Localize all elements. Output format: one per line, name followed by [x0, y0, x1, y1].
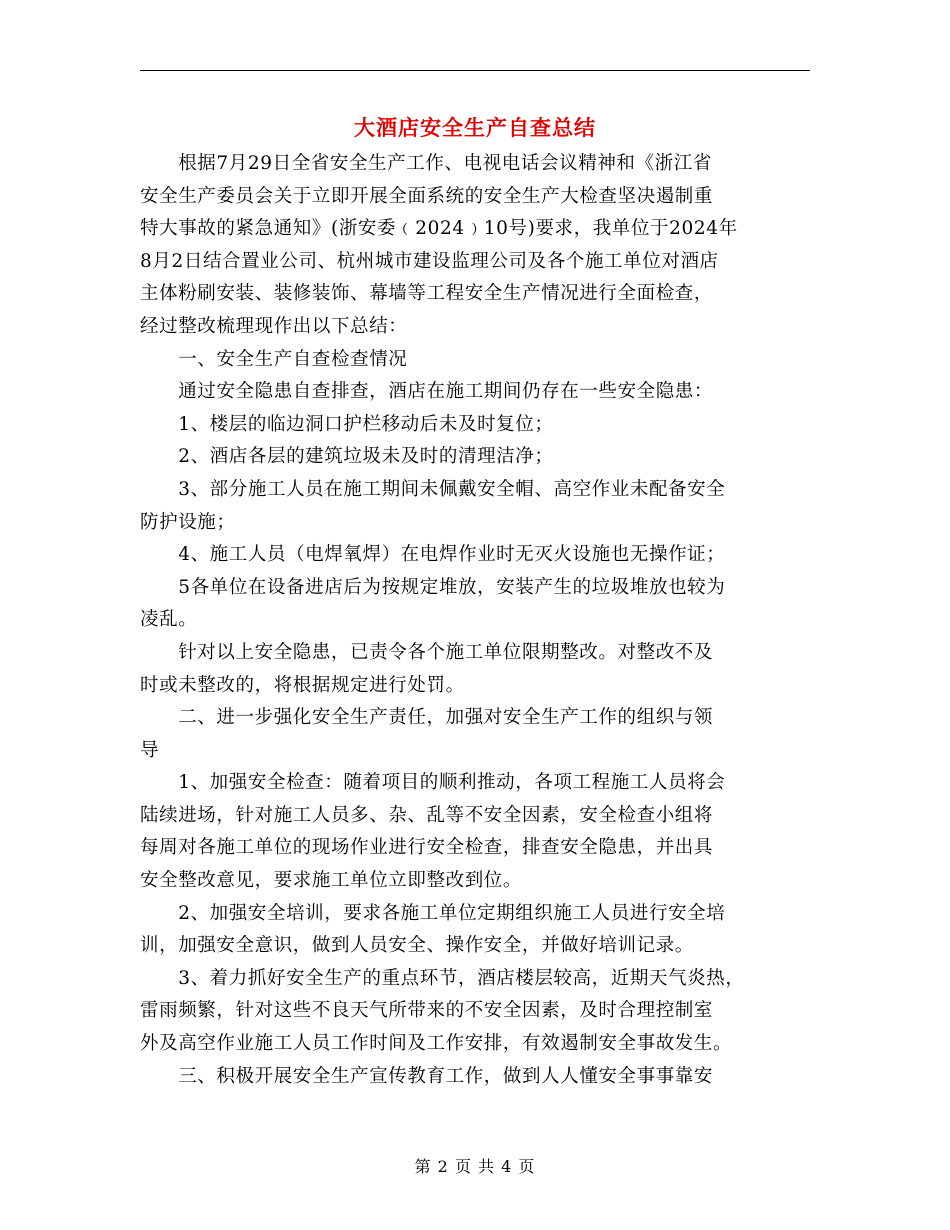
text-line: 5各单位在设备进店后为按规定堆放，安装产生的垃圾堆放也较为: [140, 576, 726, 598]
text-line: 导: [140, 739, 160, 761]
text-line: 二、进一步强化安全生产责任，加强对安全生产工作的组织与领: [140, 707, 714, 729]
text-line: 根据7月29日全省安全生产工作、电视电话会议精神和《浙江省: [140, 153, 712, 174]
text-line: 防护设施；: [140, 511, 236, 533]
text-line: 针对以上安全隐患，已责令各个施工单位限期整改。对整改不及: [140, 641, 714, 663]
text-line: 2、酒店各层的建筑垃圾未及时的清理洁净；: [140, 446, 554, 468]
text-line: 主体粉刷安装、装修装饰、幕墙等工程安全生产情况进行全面检查，: [140, 283, 714, 305]
text-line: 陆续进场，针对施工人员多、杂、乱等不安全因素，安全检查小组将: [140, 804, 714, 826]
text-line: 2、加强安全培训，要求各施工单位定期组织施工人员进行安全培: [140, 902, 726, 924]
document-body: [140, 148, 812, 1093]
text-line: 每周对各施工单位的现场作业进行安全检查，排查安全隐患，并出具: [140, 837, 714, 859]
text-line: 外及高空作业施工人员工作时间及工作安排，有效遏制安全事故发生。: [140, 1033, 733, 1055]
text-line: 安全生产委员会关于立即开展全面系统的安全生产大检查坚决遏制重: [140, 185, 714, 207]
text-line: 3、部分施工人员在施工期间未佩戴安全帽、高空作业未配备安全: [140, 478, 726, 500]
text-line: 训，加强安全意识，做到人员安全、操作安全，并做好培训记录。: [140, 935, 694, 957]
text-line: 特大事故的紧急通知》(浙安委﹙2024﹚10号)要求，我单位于2024年: [140, 218, 738, 240]
text-line: 经过整改梳理现作出以下总结：: [140, 315, 408, 337]
text-line: 安全整改意见，要求施工单位立即整改到位。: [140, 870, 523, 892]
text-line: 1、加强安全检查：随着项目的顺利推动，各项工程施工人员将会: [140, 772, 726, 794]
text-line: 一、安全生产自查检查情况: [140, 348, 408, 370]
text-line: 雷雨频繁，针对这些不良天气所带来的不安全因素，及时合理控制室: [140, 1000, 714, 1022]
page-number: 第 2 页 共 4 页: [414, 1157, 536, 1176]
text-line: 三、积极开展安全生产宣传教育工作，做到人人懂安全事事靠安: [140, 1065, 714, 1087]
header-rule: [140, 70, 810, 71]
text-line: 通过安全隐患自查排查，酒店在施工期间仍存在一些安全隐患：: [140, 381, 714, 403]
document-title: 大酒店安全生产自查总结: [354, 116, 596, 140]
text-line: 1、楼层的临边洞口护栏移动后未及时复位；: [140, 413, 554, 435]
text-line: 时或未整改的，将根据规定进行处罚。: [140, 674, 465, 696]
text-line: 8月2日结合置业公司、杭州城市建设监理公司及各个施工单位对酒店: [140, 250, 719, 272]
text-line: 4、施工人员（电焊氧焊）在电焊作业时无灭火设施也无操作证；: [140, 544, 726, 566]
text-line: 凌乱。: [140, 609, 198, 631]
text-line: 3、着力抓好安全生产的重点环节，酒店楼层较高，近期天气炎热，: [140, 967, 745, 989]
